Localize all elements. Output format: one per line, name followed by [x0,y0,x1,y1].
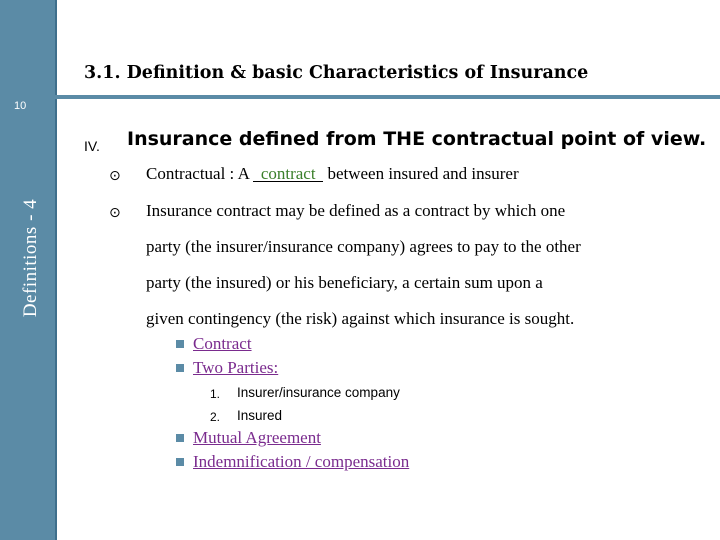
circle-bullet-icon: ⊙ [109,205,121,221]
side-label: Definitions - 4 [20,198,41,318]
section-heading: Insurance defined from THE contractual point of view. [127,128,707,150]
sidebar-edge [55,0,57,540]
bullet-contractual-suffix: between insured and insurer [327,164,519,183]
square-bullet-icon [176,364,184,372]
square-bullet-icon [176,458,184,466]
definition-line: party (the insured) or his beneficiary, a certain sum upon a [146,273,543,292]
definition-line: party (the insurer/insurance company) agrees to pay to the other [146,237,581,256]
section-number: IV. [84,138,100,154]
definition-line: Insurance contract may be defined as a contract by which one [146,201,566,220]
link-indemnification[interactable]: Indemnification / compensation [193,452,410,471]
circle-bullet-icon: ⊙ [109,168,121,184]
numbered-item-text: Insurer/insurance company [237,385,400,400]
square-bullet-icon [176,434,184,442]
slide-number: 10 [14,100,27,112]
numbered-item-text: Insured [237,408,283,423]
link-two-parties[interactable]: Two Parties: [193,358,279,377]
link-mutual-agreement[interactable]: Mutual Agreement [193,428,321,447]
link-contract[interactable]: Contract [193,334,252,353]
slide-title: 3.1. Definition & basic Characteristics of Insurance [84,63,589,83]
fill-in-blank: contract [253,167,323,182]
square-bullet-icon [176,340,184,348]
numbered-marker: 2. [210,410,221,424]
bullet-contractual-prefix: Contractual : A [146,164,249,183]
header-rule [0,95,720,99]
numbered-marker: 1. [210,387,221,401]
definition-line: given contingency (the risk) against which insurance is sought. [146,309,575,328]
bullet-contractual [146,164,519,184]
